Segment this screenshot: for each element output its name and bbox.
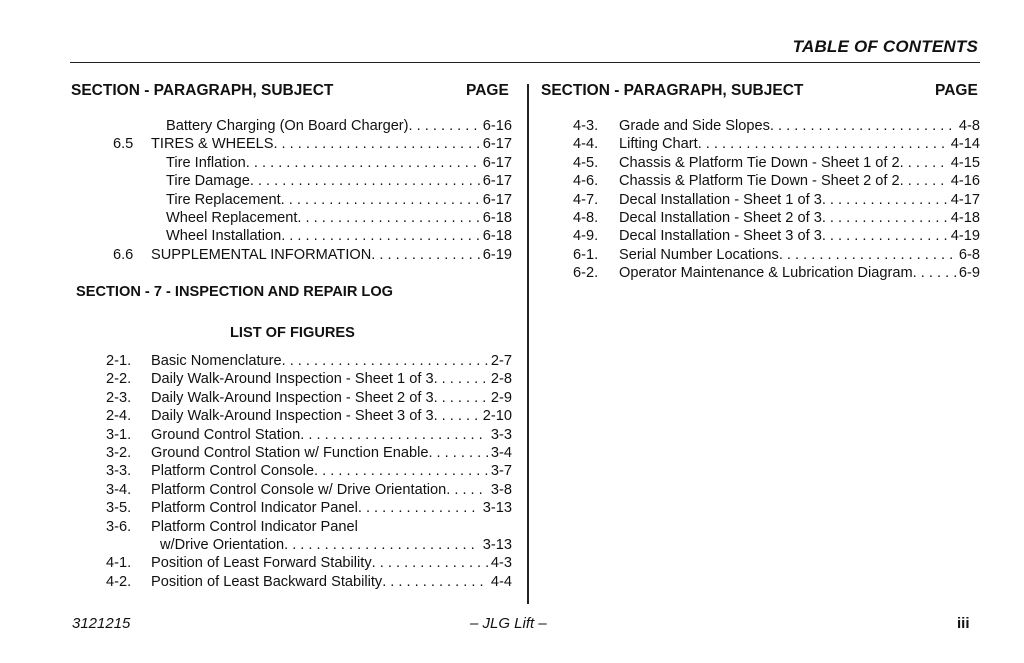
page-header-title: TABLE OF CONTENTS [792,37,978,56]
toc-row-page: 6-18 [482,210,512,226]
toc-row [0,481,1024,499]
toc-row [0,426,1024,444]
toc-row-page: 6-17 [482,136,512,153]
toc-row-text: Position of Least Backward Stability [151,573,383,590]
toc-row [0,135,1024,153]
toc-row-page: 3-3 [490,426,512,443]
toc-row-page: 6-17 [482,154,512,171]
toc-row-page: 2-8 [490,371,512,388]
toc-row-page: 4-8 [958,118,980,134]
toc-row-text: Platform Control Indicator Panel [151,500,358,517]
toc-row-page: 4-18 [950,210,980,226]
dot-leader [282,352,488,370]
right-heading-subject: SECTION - PARAGRAPH, SUBJECT [541,82,804,99]
toc-row-text: Serial Number Locations [619,246,779,263]
dot-leader [822,209,948,227]
dot-leader [434,407,480,425]
toc-row-page: 3-13 [482,537,512,553]
dot-leader [284,536,480,554]
toc-row-text: Lifting Chart [619,136,698,153]
toc-row-text: Daily Walk-Around Inspection - Sheet 2 of 3 [151,389,434,406]
dot-leader [779,246,956,264]
toc-row-number: 3-3. [106,463,132,480]
toc-row [0,499,1024,517]
toc-row-number: 2-1. [106,353,132,369]
toc-row-page: 4-14 [950,136,980,153]
header-rule [70,62,980,63]
toc-row-number: 3-1. [106,426,132,443]
toc-row-text: Tire Damage [166,173,250,190]
dot-leader [446,481,488,499]
toc-row-number: 4-9. [573,228,599,245]
toc-row [0,352,1024,370]
toc-row-number: 4-6. [573,173,599,190]
page-number: iii [957,615,970,632]
toc-row-page: 2-10 [482,408,512,425]
toc-row-number: 6-2. [573,265,599,282]
toc-row-page: 6-19 [482,246,512,263]
toc-row [0,573,1024,591]
toc-row-text: Chassis & Platform Tie Down - Sheet 2 of 2 [619,173,900,190]
toc-row-page: 4-4 [490,573,512,590]
dot-leader [698,135,948,153]
toc-row-number: 2-2. [106,371,132,388]
dot-leader [300,426,488,444]
toc-row [0,444,1024,462]
toc-row-page: 2-9 [490,389,512,406]
toc-row-page: 6-17 [482,191,512,208]
toc-row [0,518,1024,536]
toc-row [0,264,1024,282]
toc-row-text: Operator Maintenance & Lubrication Diagram [619,265,913,282]
toc-row-page: 4-15 [950,154,980,171]
list-of-figures-title: LIST OF FIGURES [230,325,355,341]
section-7-heading: SECTION - 7 - INSPECTION AND REPAIR LOG [76,284,394,300]
toc-row [0,191,1024,209]
toc-row [0,154,1024,172]
toc-row-page: 4-17 [950,191,980,208]
dot-leader [822,191,948,209]
toc-row [0,172,1024,190]
toc-row-text: Ground Control Station w/ Function Enable [151,445,429,461]
toc-row [0,209,1024,227]
toc-row-page: 3-4 [490,445,512,461]
toc-row [0,462,1024,480]
toc-row [0,370,1024,388]
toc-row-text: w/Drive Orientation [160,537,285,553]
toc-row-number: 2-3. [106,389,132,406]
toc-row-number: 3-4. [106,481,132,498]
toc-row-page: 4-19 [950,228,980,245]
dot-leader [770,117,956,135]
toc-row-number: 3-2. [106,445,132,461]
toc-row-page: 6-18 [482,228,512,245]
dot-leader [434,389,488,407]
toc-row-page: 6-16 [482,118,512,134]
toc-row-number: 4-1. [106,555,132,572]
toc-row-page: 2-7 [490,353,512,369]
toc-row-page: 3-7 [490,463,512,480]
toc-row-text: Decal Installation - Sheet 1 of 3 [619,191,822,208]
toc-row-number: 4-5. [573,154,599,171]
dot-leader [434,370,488,388]
dot-leader [372,554,488,572]
toc-row-number: 3-6. [106,518,132,535]
dot-leader [358,499,480,517]
toc-row-text: Wheel Replacement [166,210,298,226]
toc-row-number: 2-4. [106,408,132,425]
toc-row-text: TIRES & WHEELS [151,136,274,153]
toc-row-number: 4-8. [573,210,599,226]
toc-row-page: 6-9 [958,265,980,282]
toc-row-number: 6-1. [573,246,599,263]
toc-row-page: 3-13 [482,500,512,517]
toc-row-text: Grade and Side Slopes [619,118,770,134]
toc-row [0,246,1024,264]
toc-row-page: 4-16 [950,173,980,190]
toc-row-text: SUPPLEMENTAL INFORMATION [151,246,372,263]
toc-row [0,554,1024,572]
toc-row-number: 4-7. [573,191,599,208]
toc-row-number: 6.5 [113,136,134,153]
toc-row-text: Decal Installation - Sheet 3 of 3 [619,228,822,245]
right-heading-page: PAGE [935,82,978,99]
toc-row-text: Ground Control Station [151,426,301,443]
dot-leader [900,154,948,172]
left-heading-page: PAGE [466,82,509,99]
toc-row [0,227,1024,245]
toc-row-text: Daily Walk-Around Inspection - Sheet 3 of 3 [151,408,434,425]
footer-center: – JLG Lift – [470,615,547,632]
toc-row-number: 4-4. [573,136,599,153]
toc-row-page: 6-17 [482,173,512,190]
toc-row-text: Tire Replacement [166,191,281,208]
dot-leader [314,462,488,480]
dot-leader [913,264,956,282]
toc-row-continuation [0,536,1024,554]
toc-row [0,389,1024,407]
toc-row-text: Decal Installation - Sheet 2 of 3 [619,210,822,226]
toc-row-page: 6-8 [958,246,980,263]
toc-row-text: Chassis & Platform Tie Down - Sheet 1 of 2 [619,154,900,171]
toc-row-text: Basic Nomenclature [151,353,282,369]
toc-row-page: 3-8 [490,481,512,498]
dot-leader [900,172,948,190]
toc-row-text: Daily Walk-Around Inspection - Sheet 1 of 3 [151,371,434,388]
toc-row-number: 6.6 [113,246,134,263]
toc-row-text: Battery Charging (On Board Charger) [166,118,409,134]
toc-row-number: 4-2. [106,573,132,590]
toc-row-text: Wheel Installation [166,228,282,245]
doc-number: 3121215 [72,615,131,632]
toc-row [0,117,1024,135]
toc-row-page: 4-3 [490,555,512,572]
toc-row-text: Position of Least Forward Stability [151,555,372,572]
toc-row-text: Tire Inflation [166,154,246,171]
dot-leader [428,444,487,462]
toc-row-text: Platform Control Console w/ Drive Orientation [151,481,447,498]
toc-row-text: Platform Control Indicator Panel [151,518,358,535]
toc-row [0,407,1024,425]
left-heading-subject: SECTION - PARAGRAPH, SUBJECT [71,82,334,99]
dot-leader [382,573,488,591]
dot-leader [822,227,948,245]
toc-row-text: Platform Control Console [151,463,315,480]
toc-row-number: 3-5. [106,500,132,517]
toc-row-number: 4-3. [573,118,599,134]
